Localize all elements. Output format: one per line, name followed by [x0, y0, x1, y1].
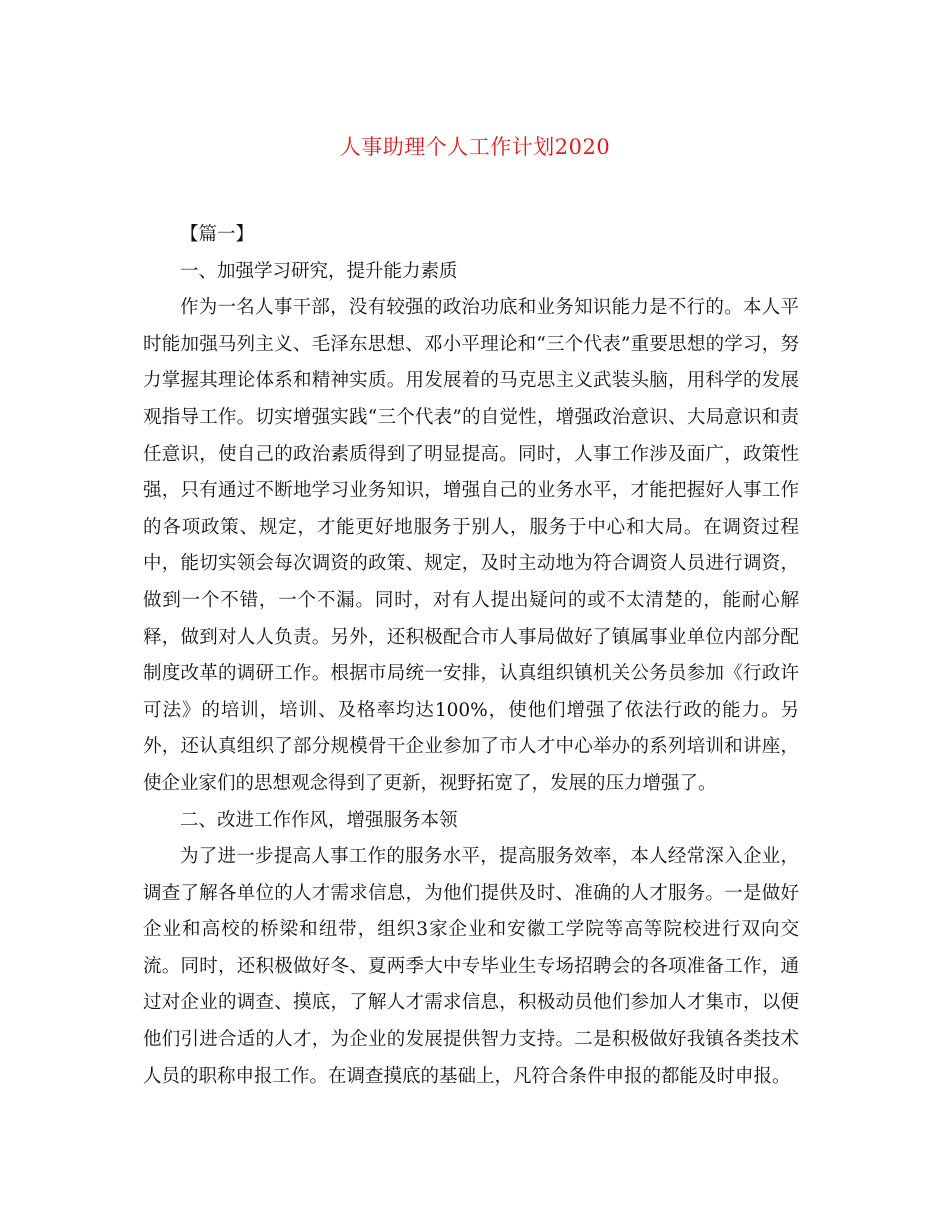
section-heading-2: 二、改进工作作风，增强服务本领: [180, 809, 458, 831]
section-heading-1: 一、加强学习研究，提升能力素质: [180, 260, 458, 282]
body-paragraph-2: 为了进一步提高人事工作的服务水平，提高服务效率，本人经常深入企业，调查了解各单位的人才需求信息，为他们提供及时、准确的人才服务。一是做好企业和高校的桥梁和纽带，组织3家企业和安徽工学院等高等院校进行双向交流。同时，还积极做好冬、夏两季大中专毕业生专场招聘会的各项准备工作，通过对企业的调查、摸底，了解人才需求信息，积极动员他们参加人才集市，以便他们引进合适的人才，为企业的发展提供智力支持。二是积极做好我镇各类技术人员的职称申报工作。在调查摸底的基础上，凡符合条件申报的都能及时申报。: [143, 846, 799, 1087]
document-title: 人事助理个人工作计划2020: [339, 135, 611, 159]
body-paragraph-1: 作为一名人事干部，没有较强的政治功底和业务知识能力是不行的。本人平时能加强马列主义、毛泽东思想、邓小平理论和“三个代表”重要思想的学习，努力掌握其理论体系和精神实质。用发展着的马克思主义武装头脑，用科学的发展观指导工作。切实增强实践“三个代表”的自觉性，增强政治意识、大局意识和责任意识，使自己的政治素质得到了明显提高。同时，人事工作涉及面广，政策性强，只有通过不断地学习业务知识，增强自己的业务水平，才能把握好人事工作的各项政策、规定，才能更好地服务于别人，服务于中心和大局。在调资过程中，能切实领会每次调资的政策、规定，及时主动地为符合调资人员进行调资，做到一个不错，一个不漏。同时，对有人提出疑问的或不太清楚的，能耐心解释，做到对人人负责。另外，还积极配合市人事局做好了镇属事业单位内部分配制度改革的调研工作。根据市局统一安排，认真组织镇机关公务员参加《行政许可法》的培训，培训、及格率均达100%，使他们增强了依法行政的能力。另外，还认真组织了部分规模骨干企业参加了市人才中心举办的系列培训和讲座，使企业家们的思想观念得到了更新，视野拓宽了，发展的压力增强了。: [143, 297, 799, 794]
document-body: [143, 217, 799, 1095]
section-label: 【篇一】: [180, 224, 255, 245]
